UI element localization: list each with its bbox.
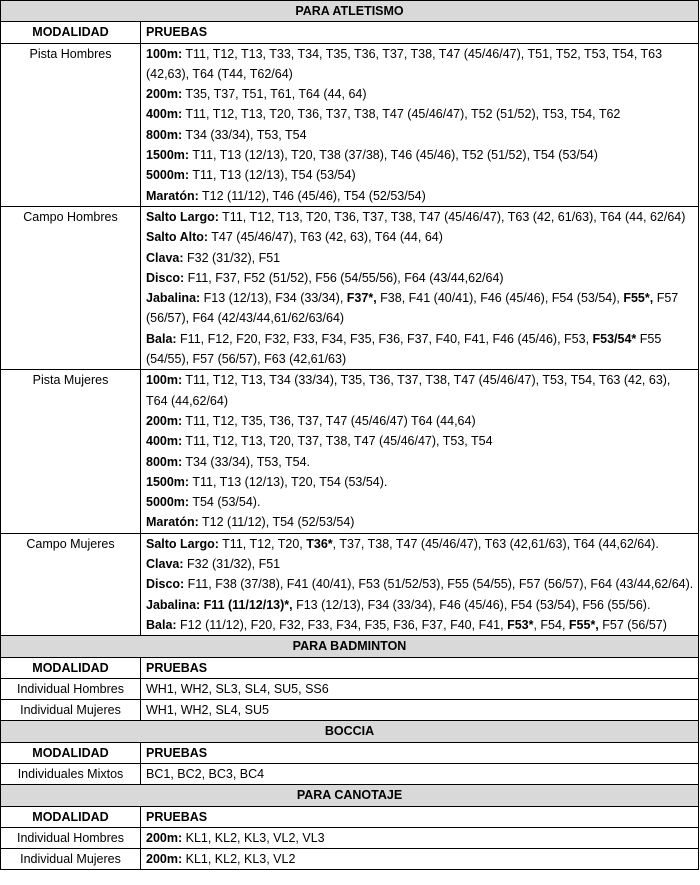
event-label: Maratón:: [146, 188, 199, 203]
event-line: [146, 554, 695, 574]
event-classes: T34 (33/34), T53, T54: [182, 127, 307, 142]
event-classes: , F54,: [533, 617, 569, 632]
events-table-body: [1, 1, 699, 870]
event-label: 800m:: [146, 127, 183, 142]
modalidad-cell: Pista Mujeres: [1, 370, 141, 533]
pruebas-cell: [141, 206, 699, 369]
event-label: Clava:: [146, 557, 184, 572]
modalidad-cell: Individual Hombres: [1, 678, 141, 699]
header-modalidad: MODALIDAD: [1, 22, 141, 43]
event-label: Salto Alto:: [146, 230, 209, 245]
event-classes: F32 (31/32), F51: [183, 557, 281, 572]
event-classes: F11, F12, F20, F32, F33, F34, F35, F36, F37, F40, F41, F46 (45/46), F53,: [176, 331, 593, 346]
table-row: [1, 43, 699, 206]
header-modalidad: MODALIDAD: [1, 806, 141, 827]
event-line: [146, 574, 695, 594]
event-classes: T35, T37, T51, T61, T64 (44, 64): [182, 87, 367, 102]
modalidad-cell: Campo Mujeres: [1, 533, 141, 635]
event-line: [146, 615, 695, 635]
header-pruebas: PRUEBAS: [141, 22, 699, 43]
event-line: [146, 595, 695, 615]
event-label: Salto Largo:: [146, 536, 219, 551]
event-line: [146, 268, 695, 288]
event-classes: F13 (12/13), F34 (33/34),: [200, 291, 347, 306]
event-label: F53/54*: [592, 331, 637, 346]
section-title-boccia: BOCCIA: [1, 721, 699, 742]
event-line: [146, 44, 695, 85]
event-line: [146, 288, 695, 329]
event-label: 400m:: [146, 434, 183, 449]
pruebas-cell: [141, 827, 699, 848]
event-classes: T11, T12, T13, T33, T34, T35, T36, T37, T38, T47 (45/46/47), T51, T52, T53, T54, T63 (42,63), T64 (T44, T62/64): [146, 46, 663, 81]
distance-label: 200m:: [146, 852, 183, 867]
event-label: F55*,: [623, 291, 654, 306]
event-line: [146, 492, 695, 512]
event-classes: T47 (45/46/47), T63 (42, 63), T64 (44, 64): [208, 230, 443, 245]
event-label: F11 (11/12/13)*,: [203, 597, 293, 612]
distance-label: 200m:: [146, 830, 183, 845]
event-line: [146, 84, 695, 104]
event-line: [146, 370, 695, 411]
pruebas-cell: [141, 849, 699, 870]
modalidad-cell: Pista Hombres: [1, 43, 141, 206]
event-classes: F12 (11/12), F20, F32, F33, F34, F35, F36, F37, F40, F41,: [176, 617, 508, 632]
table-row: [1, 827, 699, 848]
event-classes: T11, T12, T35, T36, T37, T47 (45/46/47) T64 (44,64): [182, 413, 476, 428]
event-label: 5000m:: [146, 168, 190, 183]
event-line: [146, 248, 695, 268]
event-classes: F32 (31/32), F51: [183, 250, 281, 265]
modalidad-cell: Individual Hombres: [1, 827, 141, 848]
event-classes: T11, T12, T13, T20, T36, T37, T38, T47 (45/46/47), T52 (51/52), T53, T54, T62: [182, 107, 621, 122]
table-row: [1, 533, 699, 635]
header-pruebas: PRUEBAS: [141, 657, 699, 678]
event-label: T36*: [306, 536, 333, 551]
event-label: 800m:: [146, 454, 183, 469]
event-classes: T11, T13 (12/13), T20, T38 (37/38), T46 (45/46), T52 (51/52), T54 (53/54): [189, 148, 598, 163]
event-label: 1500m:: [146, 474, 190, 489]
event-line: [146, 512, 695, 532]
pruebas-text: KL1, KL2, KL3, VL2: [182, 852, 296, 867]
modalidad-cell: Individual Mujeres: [1, 700, 141, 721]
event-line: [146, 227, 695, 247]
event-label: 200m:: [146, 87, 183, 102]
event-line: [146, 329, 695, 370]
header-modalidad: MODALIDAD: [1, 742, 141, 763]
event-label: Maratón:: [146, 515, 199, 530]
table-row: [1, 763, 699, 784]
event-line: [146, 165, 695, 185]
event-classes: T11, T12, T13, T20, T37, T38, T47 (45/46/47), T53, T54: [182, 434, 493, 449]
event-label: 400m:: [146, 107, 183, 122]
event-label: Disco:: [146, 270, 185, 285]
event-line: [146, 534, 695, 554]
pruebas-cell: [141, 43, 699, 206]
event-label: 100m:: [146, 46, 183, 61]
event-classes: T12 (11/12), T54 (52/53/54): [198, 515, 355, 530]
table-row: [1, 849, 699, 870]
section-title-badminton: PARA BADMINTON: [1, 636, 699, 657]
event-label: 5000m:: [146, 495, 190, 510]
event-line: [146, 452, 695, 472]
event-line: [146, 125, 695, 145]
event-line: [146, 145, 695, 165]
event-line: [146, 411, 695, 431]
pruebas-cell: WH1, WH2, SL4, SU5: [141, 700, 699, 721]
header-modalidad: MODALIDAD: [1, 657, 141, 678]
event-label: F55*,: [568, 617, 599, 632]
event-label: Jabalina:: [146, 291, 201, 306]
section-title-atletismo: PARA ATLETISMO: [1, 1, 699, 22]
event-label: Jabalina:: [146, 597, 201, 612]
event-classes: F11, F38 (37/38), F41 (40/41), F53 (51/52/53), F55 (54/55), F57 (56/57), F64 (43/44,62/64).: [184, 577, 694, 592]
event-classes: F13 (12/13), F34 (33/34), F46 (45/46), F54 (53/54), F56 (55/56).: [292, 597, 651, 612]
event-classes: T11, T13 (12/13), T20, T54 (53/54).: [189, 474, 388, 489]
event-classes: T12 (11/12), T46 (45/46), T54 (52/53/54): [198, 188, 426, 203]
event-classes: T54 (53/54).: [189, 495, 261, 510]
event-label: Bala:: [146, 331, 177, 346]
modalidad-cell: Individuales Mixtos: [1, 763, 141, 784]
modalidad-cell: Campo Hombres: [1, 206, 141, 369]
event-classes: T11, T13 (12/13), T54 (53/54): [189, 168, 356, 183]
table-row: [1, 370, 699, 533]
pruebas-cell: [141, 370, 699, 533]
event-label: Clava:: [146, 250, 184, 265]
event-classes: F11, F37, F52 (51/52), F56 (54/55/56), F64 (43/44,62/64): [184, 270, 504, 285]
pruebas-cell: WH1, WH2, SL3, SL4, SU5, SS6: [141, 678, 699, 699]
event-classes: T11, T12, T13, T34 (33/34), T35, T36, T37, T38, T47 (45/46/47), T53, T54, T63 (42, 63), T64 (44,62/64): [146, 373, 671, 408]
event-line: [146, 472, 695, 492]
event-label: Salto Largo:: [146, 209, 219, 224]
event-line: [146, 104, 695, 124]
event-classes: T34 (33/34), T53, T54.: [182, 454, 310, 469]
event-classes: T11, T12, T13, T20, T36, T37, T38, T47 (45/46/47), T63 (42, 61/63), T64 (44, 62/64): [218, 209, 686, 224]
table-row: [1, 678, 699, 699]
event-classes: , T37, T38, T47 (45/46/47), T63 (42,61/63), T64 (44,62/64).: [332, 536, 659, 551]
event-label: 100m:: [146, 373, 183, 388]
header-pruebas: PRUEBAS: [141, 742, 699, 763]
event-line: [146, 431, 695, 451]
event-label: F53*: [507, 617, 534, 632]
event-line: [146, 207, 695, 227]
event-label: 1500m:: [146, 148, 190, 163]
event-line: [146, 186, 695, 206]
event-classes: F55 (54/55), F57 (56/57), F63 (42,61/63): [146, 331, 662, 367]
event-label: Bala:: [146, 617, 177, 632]
pruebas-cell: BC1, BC2, BC3, BC4: [141, 763, 699, 784]
modalidad-cell: Individual Mujeres: [1, 849, 141, 870]
header-pruebas: PRUEBAS: [141, 806, 699, 827]
section-title-canotaje: PARA CANOTAJE: [1, 785, 699, 806]
event-classes: F38, F41 (40/41), F46 (45/46), F54 (53/54),: [376, 291, 624, 306]
event-label: Disco:: [146, 577, 185, 592]
table-row: [1, 206, 699, 369]
event-classes: T11, T12, T20,: [218, 536, 307, 551]
event-classes: F57 (56/57): [598, 617, 667, 632]
event-label: 200m:: [146, 413, 183, 428]
table-row: [1, 700, 699, 721]
pruebas-cell: [141, 533, 699, 635]
event-classes: F57 (56/57), F64 (42/43/44,61/62/63/64): [146, 291, 679, 326]
pruebas-text: KL1, KL2, KL3, VL2, VL3: [182, 830, 325, 845]
event-label: F37*,: [346, 291, 377, 306]
